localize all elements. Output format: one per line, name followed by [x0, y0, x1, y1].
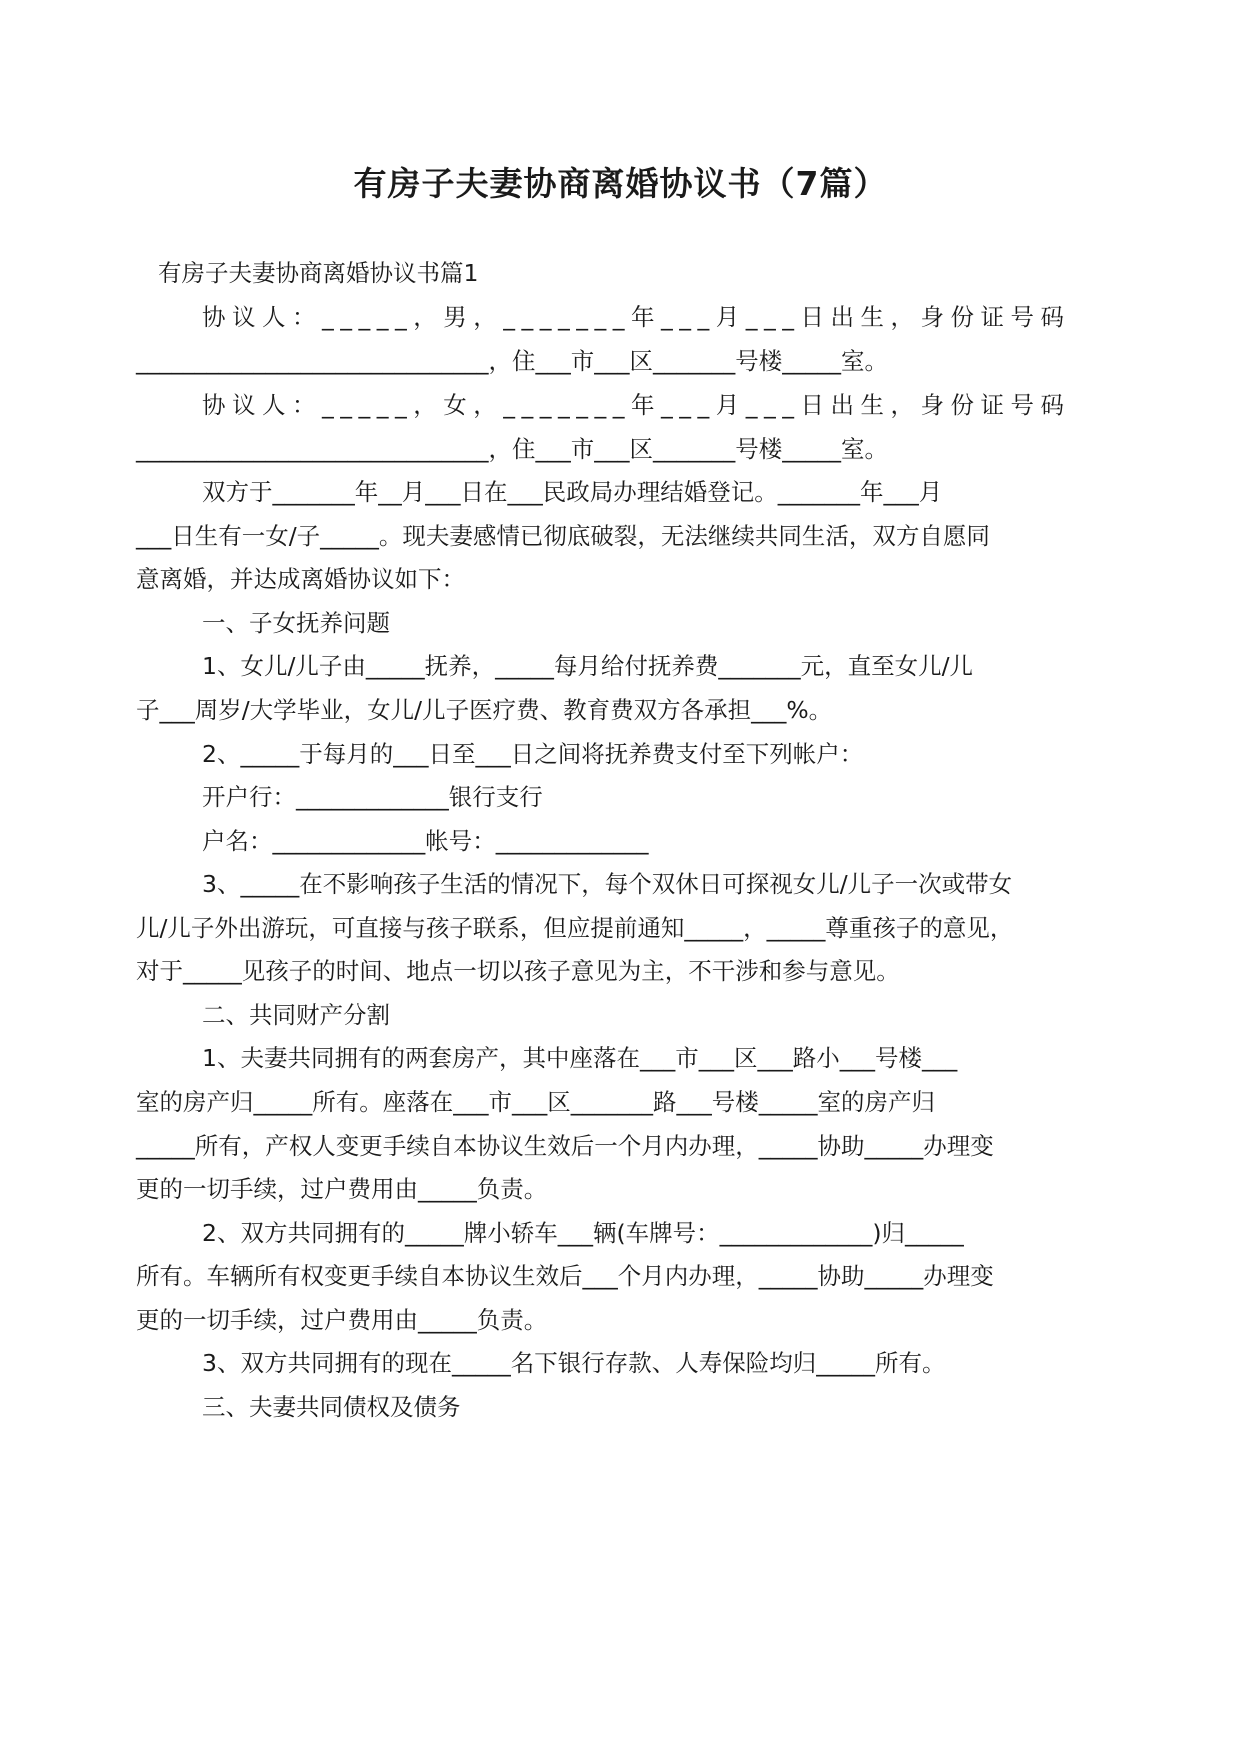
marriage-paragraph-line-2: ___日生有一女/子_____。现夫妻感情已彻底破裂，无法继续共同生活，双方自愿同 [136, 522, 990, 550]
clause-2-2-line-2: 所有。车辆所有权变更手续自本协议生效后___个月内办理，_____协助_____办理变 [136, 1262, 994, 1290]
section-heading: 有房子夫妻协商离婚协议书篇1 [158, 259, 479, 287]
clause-1-1-line-2: 子___周岁/大学毕业，女儿/儿子医疗费、教育费双方各承担___%。 [136, 696, 833, 724]
marriage-paragraph-line-3: 意离婚，并达成离婚协议如下： [136, 565, 465, 593]
clause-1-1-line-1: 1、女儿/儿子由_____抚养，_____每月给付抚养费_______元，直至女儿/儿 [202, 652, 974, 680]
party-two-line-2: ______________________________，住___市___区_______号楼_____室。 [136, 435, 888, 463]
clause-2-2-line-3: 更的一切手续，过户费用由_____负责。 [136, 1306, 548, 1334]
clause-1-3-line-2: 儿/儿子外出游玩，可直接与孩子联系，但应提前通知_____，_____尊重孩子的意见， [136, 914, 1014, 942]
party-two-line-1: 协议人：_____，女，_______年___月___日出生，身份证号码 [202, 391, 1071, 419]
party-one-line-2: ______________________________，住___市___区_______号楼_____室。 [136, 347, 888, 375]
clause-2-1-line-2: 室的房产归_____所有。座落在___市___区_______路___号楼_____室的房产归 [136, 1088, 935, 1116]
clause-1-3-line-1: 3、_____在不影响孩子生活的情况下，每个双休日可探视女儿/儿子一次或带女 [202, 870, 1013, 898]
clause-2-3: 3、双方共同拥有的现在_____名下银行存款、人寿保险均归_____所有。 [202, 1349, 946, 1377]
party-one-line-1: 协议人：_____，男，_______年___月___日出生，身份证号码 [202, 303, 1071, 331]
heading-property-division: 二、共同财产分割 [202, 1001, 390, 1029]
clause-2-1-line-1: 1、夫妻共同拥有的两套房产，其中座落在___市___区___路小___号楼___ [202, 1044, 958, 1072]
clause-2-2-line-1: 2、双方共同拥有的_____牌小轿车___辆(车牌号：_____________)归_____ [202, 1219, 964, 1247]
clause-1-2: 2、_____于每月的___日至___日之间将抚养费支付至下列帐户： [202, 740, 864, 768]
heading-child-custody: 一、子女抚养问题 [202, 609, 390, 637]
bank-line: 开户行：_____________银行支行 [202, 783, 543, 811]
account-line: 户名：_____________帐号：_____________ [202, 827, 649, 855]
marriage-paragraph-line-1: 双方于_______年__月___日在___民政局办理结婚登记。_______年___月 [202, 478, 943, 506]
clause-2-1-line-3: _____所有，产权人变更手续自本协议生效后一个月内办理，_____协助_____办理变 [136, 1132, 994, 1160]
clause-2-1-line-4: 更的一切手续，过户费用由_____负责。 [136, 1175, 548, 1203]
heading-debts: 三、夫妻共同债权及债务 [202, 1393, 461, 1421]
clause-1-3-line-3: 对于_____见孩子的时间、地点一切以孩子意见为主，不干涉和参与意见。 [136, 957, 900, 985]
document-title: 有房子夫妻协商离婚协议书（7篇） [353, 164, 888, 203]
